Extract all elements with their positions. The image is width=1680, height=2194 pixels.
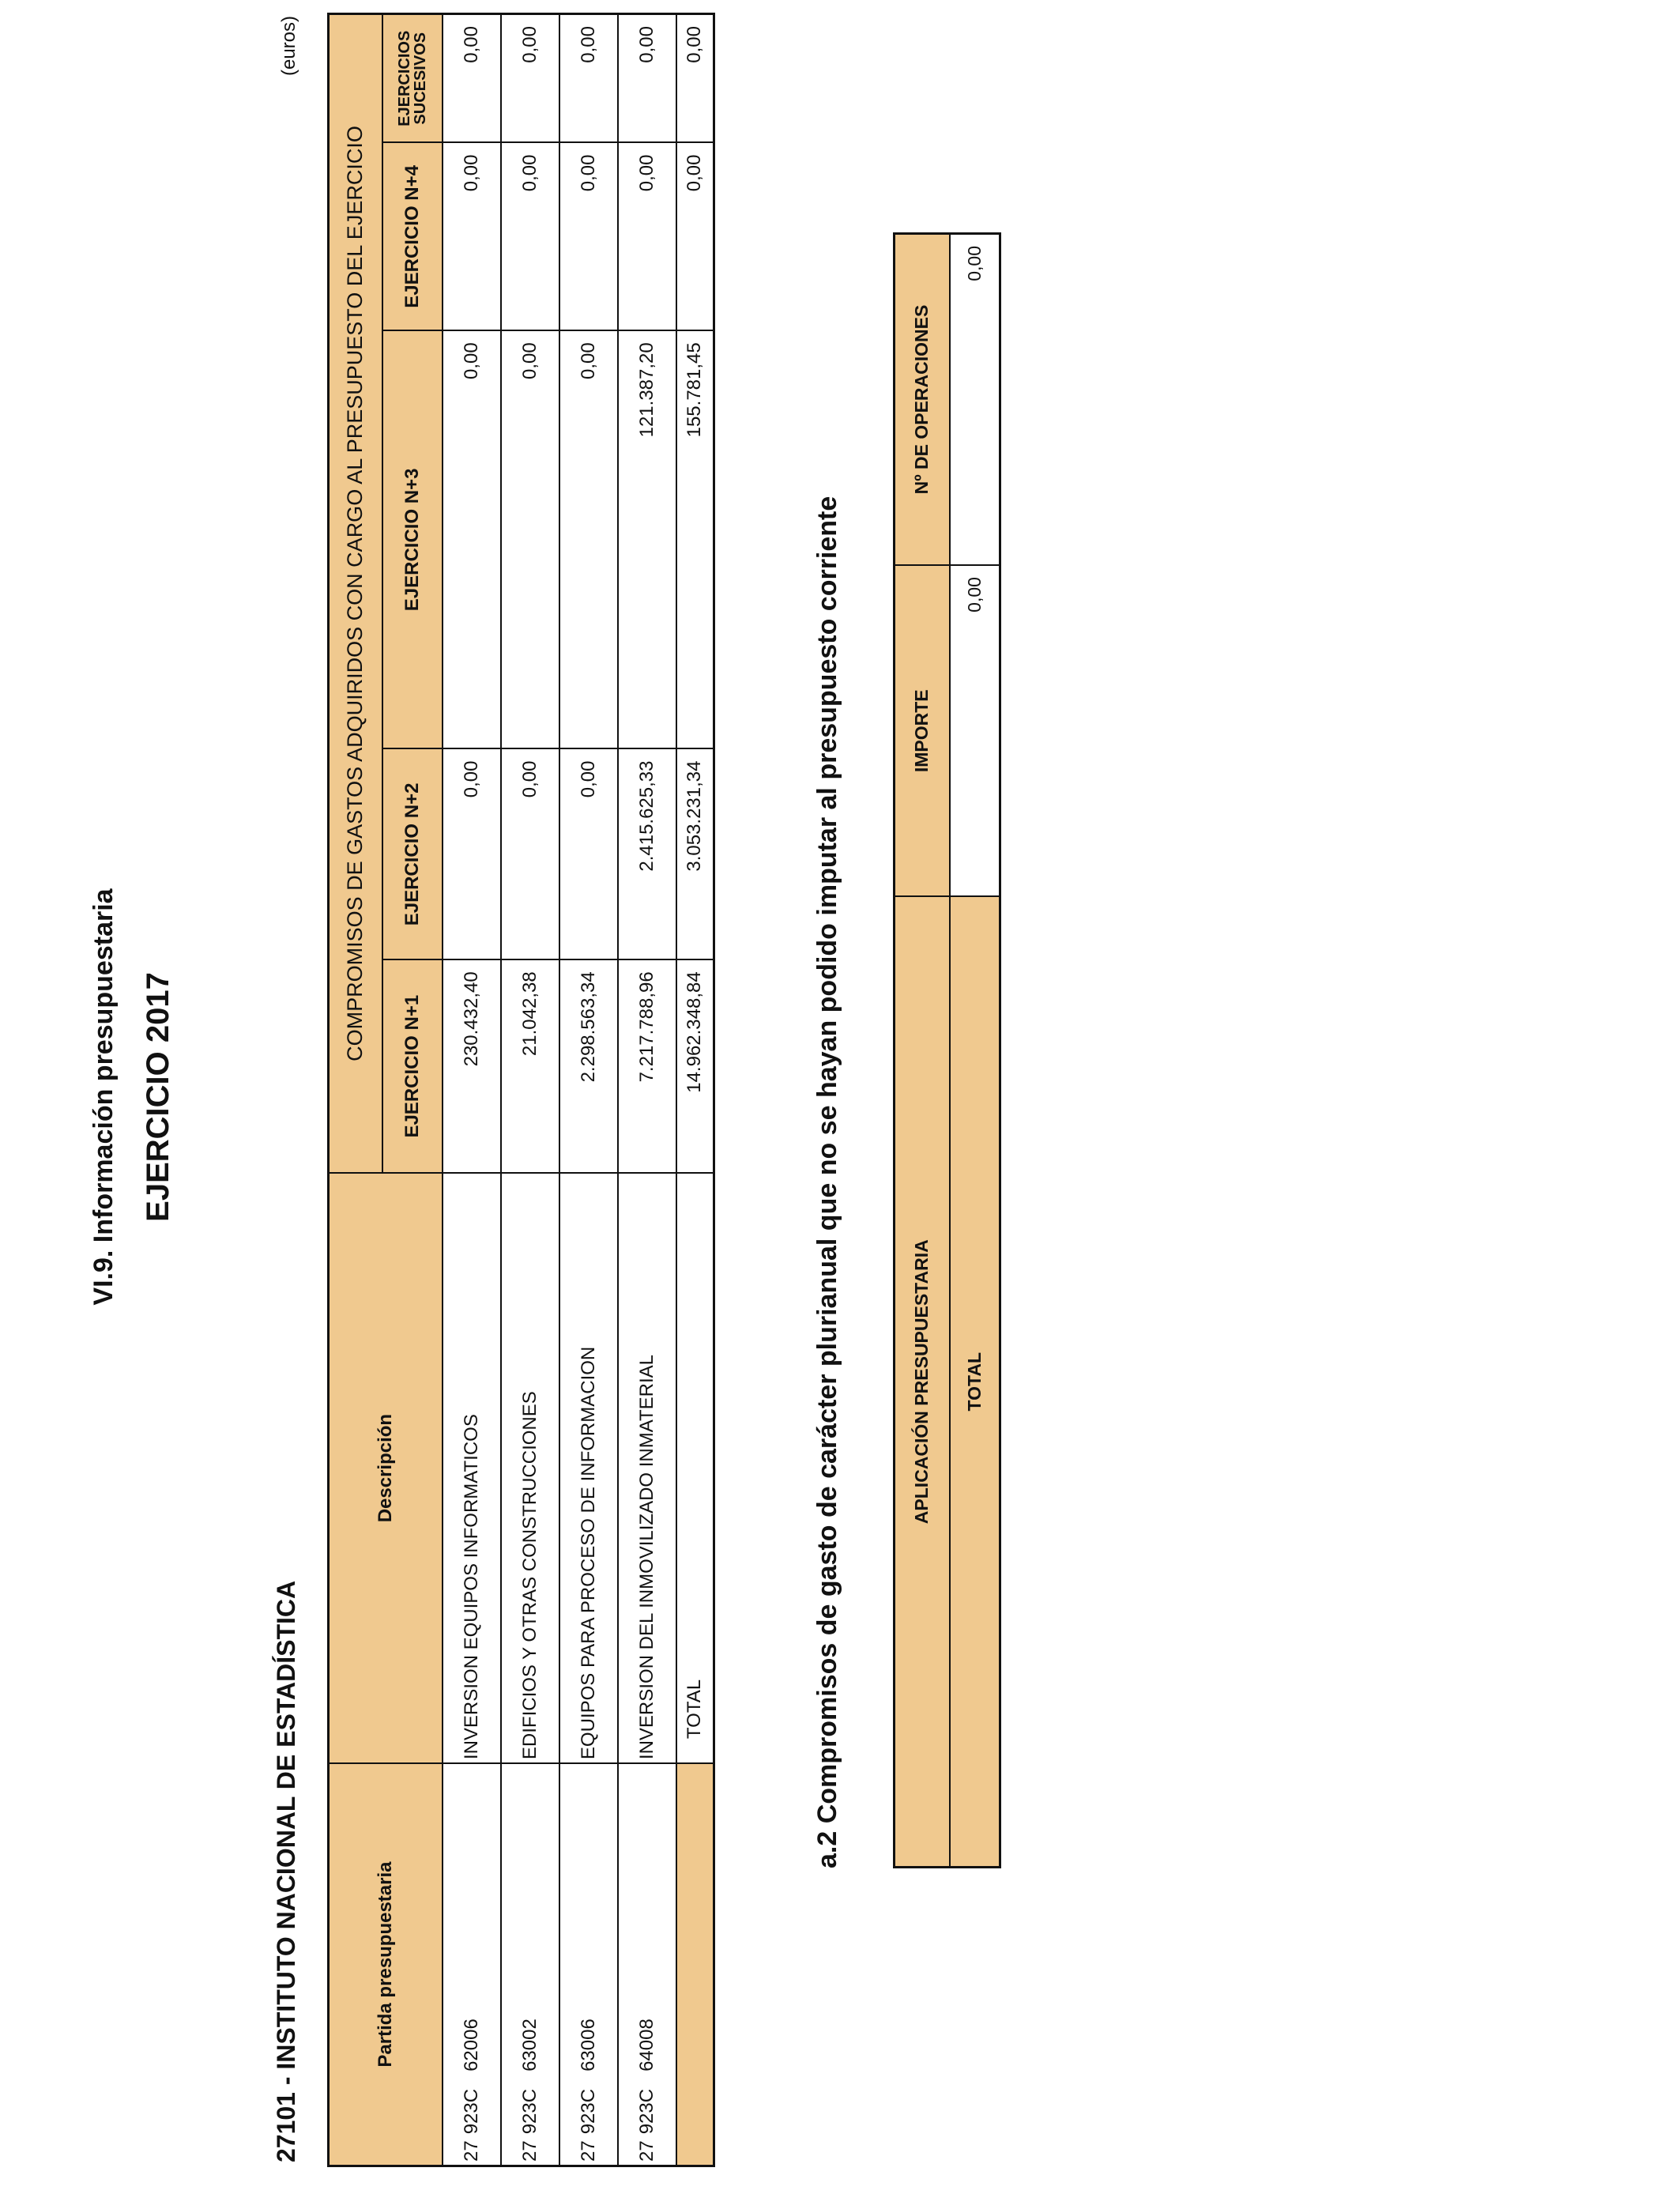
cell-n4: 0,00 [618, 142, 676, 330]
partida-concepto: 62006 [460, 2019, 482, 2071]
table-row [501, 14, 559, 2166]
total-n1: 14.962.348,84 [676, 959, 714, 1173]
cell-n2: 2.415.625,33 [618, 749, 676, 960]
section-a2-title: a.2 Compromisos de gasto de carácter plurianual que no se hayan podido imputar al presupuesto corriente [812, 496, 842, 1868]
cell-descripcion: INVERSION DEL INMOVILIZADO INMATERIAL [618, 1173, 676, 1763]
col-sucesivos-header: EJERCICIOS SUCESIVOS [382, 14, 443, 143]
total-n2: 3.053.231,34 [676, 749, 714, 960]
units-label: (euros) [278, 15, 299, 76]
cell-n4: 0,00 [559, 142, 618, 330]
cell-descripcion: INVERSION EQUIPOS INFORMATICOS [443, 1173, 501, 1763]
total-suc: 0,00 [676, 14, 714, 143]
a2-table [893, 232, 1001, 1868]
col-n4-header: EJERCICIO N+4 [382, 142, 443, 330]
group-header: COMPROMISOS DE GASTOS ADQUIRIDOS CON CARGO AL PRESUPUESTO DEL EJERCICIO [329, 14, 382, 1174]
cell-n3: 121.387,20 [618, 330, 676, 748]
cell-n3: 0,00 [443, 330, 501, 748]
cell-n1: 2.298.563,34 [559, 959, 618, 1173]
cell-n3: 0,00 [559, 330, 618, 748]
partida-prog: 923C [635, 2088, 657, 2135]
total-row [676, 14, 714, 2166]
partida-concepto: 63002 [518, 2019, 541, 2071]
partida-prog: 923C [518, 2088, 541, 2135]
cell-n2: 0,00 [559, 749, 618, 960]
cell-n3: 0,00 [501, 330, 559, 748]
col-partida-header: Partida presupuestaria [329, 1763, 443, 2166]
total-label: TOTAL [676, 1173, 714, 1763]
cell-n2: 0,00 [501, 749, 559, 960]
cell-n4: 0,00 [501, 142, 559, 330]
partida-prog: 923C [460, 2088, 482, 2135]
cell-n1: 7.217.788,96 [618, 959, 676, 1173]
cell-suc: 0,00 [501, 14, 559, 143]
total-n4: 0,00 [676, 142, 714, 330]
partida-org: 27 [635, 2140, 657, 2162]
cell-partida [618, 1763, 676, 2166]
commitments-table [327, 13, 715, 2167]
partida-prog: 923C [577, 2088, 599, 2135]
cell-n4: 0,00 [443, 142, 501, 330]
entity-title: 27101 - INSTITUTO NACIONAL DE ESTADÍSTICA [272, 1580, 300, 2162]
col-n2-header: EJERCICIO N+2 [382, 749, 443, 960]
table-row [559, 14, 618, 2166]
cell-descripcion: EDIFICIOS Y OTRAS CONSTRUCCIONES [501, 1173, 559, 1763]
col-operaciones-header: Nº DE OPERACIONES [895, 234, 950, 566]
table-row [618, 14, 676, 2166]
cell-suc: 0,00 [559, 14, 618, 143]
total-blank [676, 1763, 714, 2166]
cell-partida [443, 1763, 501, 2166]
a2-total-label: TOTAL [950, 896, 1000, 1867]
partida-concepto: 63006 [577, 2019, 599, 2071]
cell-suc: 0,00 [618, 14, 676, 143]
col-aplicacion-header: APLICACIÓN PRESUPUESTARIA [895, 896, 950, 1867]
col-n1-header: EJERCICIO N+1 [382, 959, 443, 1173]
a2-total-operaciones: 0,00 [950, 234, 1000, 566]
partida-org: 27 [460, 2140, 482, 2162]
partida-org: 27 [577, 2140, 599, 2162]
cell-n2: 0,00 [443, 749, 501, 960]
total-n3: 155.781,45 [676, 330, 714, 748]
col-importe-header: IMPORTE [895, 565, 950, 896]
cell-partida [501, 1763, 559, 2166]
year-title: EJERCICIO 2017 [141, 972, 175, 1222]
col-descripcion-header: Descripción [329, 1173, 443, 1763]
partida-org: 27 [518, 2140, 541, 2162]
cell-partida [559, 1763, 618, 2166]
a2-total-importe: 0,00 [950, 565, 1000, 896]
table-row [443, 14, 501, 2166]
cell-n1: 21.042,38 [501, 959, 559, 1173]
section-title: VI.9. Información presupuestaria [89, 888, 119, 1306]
col-n3-header: EJERCICIO N+3 [382, 330, 443, 748]
cell-descripcion: EQUIPOS PARA PROCESO DE INFORMACION [559, 1173, 618, 1763]
cell-n1: 230.432,40 [443, 959, 501, 1173]
cell-suc: 0,00 [443, 14, 501, 143]
partida-concepto: 64008 [635, 2019, 657, 2071]
